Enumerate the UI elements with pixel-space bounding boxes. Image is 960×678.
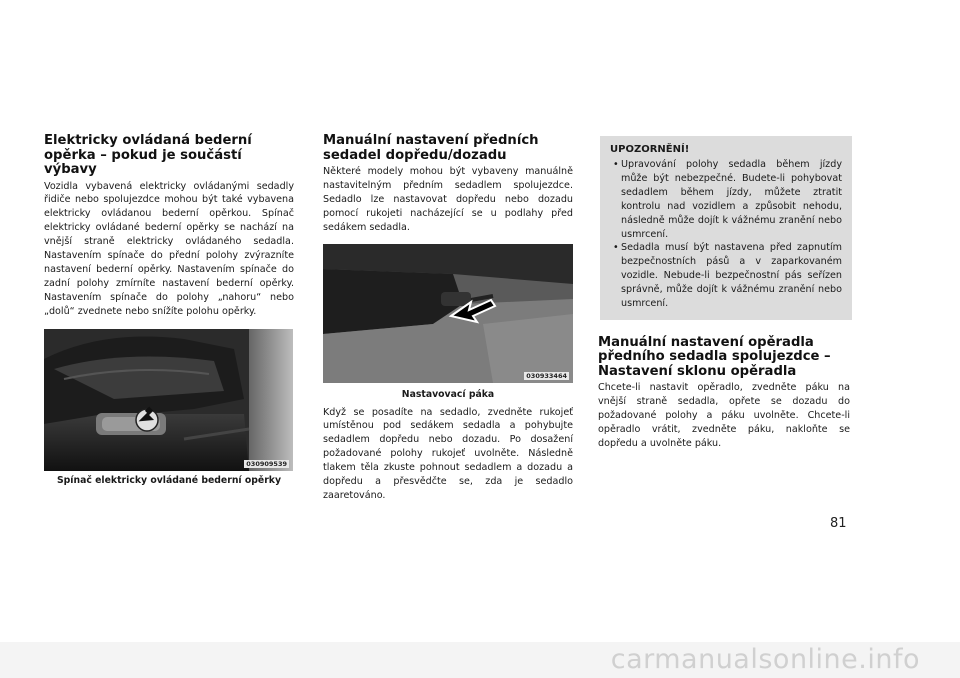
adjust-lever-photo (323, 244, 573, 383)
seat-adjust-body-2: Když se posadíte na sedadlo, zvedněte rukojeť umístěnou pod sedákem sedadla a pohybujte sedadlem dopředu nebo dozadu. Po dosažení požadované polohy rukojeť uvolněte. Následně tlakem těla zkuste pohnout sedadlem a dozadu a dopředu a přesvědčte se, zda je sedadlo zaaretováno. (323, 406, 573, 501)
seat-adjust-heading: Manuální nastavení předních sedadel dopředu/dozadu (323, 133, 539, 163)
adjust-lever-caption: Nastavovací páka (401, 388, 495, 400)
adjust-lever-figure (323, 244, 573, 383)
warning-list (610, 158, 842, 311)
warning-item: • Upravování polohy sedadla během jízdy může být nebezpečné. Budete-li pohybovat sedadlem během jízdy, můžete ztratit kontrolu nad vozidlem a způsobit nehodu, následně může dojít k vážnému zranění nebo usmrcení. (613, 159, 842, 240)
warning-title: UPOZORNĚNÍ! (610, 144, 690, 155)
seat-adjust-body: Některé modely mohou být vybaveny manuálně nastavitelným předním sedadlem spolujezdce. Sedadlo lze nastavovat dopředu nebo dozadu pomocí rukojeti nacházející se u podlahy před sedákem sedadla. (323, 166, 573, 233)
column-middle (323, 134, 573, 503)
column-right (598, 136, 850, 451)
recline-heading: Manuální nastavení opěradla předního sedadla spolujezdce – Nastavení sklonu opěradla (598, 334, 831, 379)
lumbar-caption: Spínač elektricky ovládané bederní opěrky (56, 474, 282, 486)
lumbar-body: Vozidla vybavená elektricky ovládanými sedadly řidiče nebo spolujezdce mohou být také vybavena elektricky ovládanou bederní opěrkou. Spínač elektricky ovládané bederní opěrky se nachází na vnější straně elektricky ovládaného sedadla. Nastavením spínače do přední polohy zvýrazníte nastavení bederní opěrky. Nastavením spínače do zadní polohy zmírníte nastavení bederní opěrky. Nastavením spínače do polohy „nahoru“ nebo „dolů“ zvednete nebo snížíte polohu opěrky. (44, 180, 294, 317)
warning-box (600, 136, 852, 320)
lumbar-switch-photo (44, 329, 293, 471)
lumbar-switch-figure (44, 329, 293, 471)
warning-item: • Sedadla musí být nastavena před zapnutím bezpečnostních pásů a v zaparkovaném vozidle. Nebude-li bezpečnostní pás seřízen správně, může dojít k vážnému zranění nebo usmrcení. (613, 242, 842, 310)
page-number: 81 (830, 516, 847, 531)
watermark-bar (0, 642, 960, 678)
figure-code: 030909539 (246, 459, 287, 468)
recline-body: Chcete-li nastavit opěradlo, zvedněte páku na vnější straně sedadla, opřete se dozadu do požadované polohy a páku uvolněte. Chcete-li opěradlo vrátit, zvedněte páku, nakloňte se dopředu a uvolněte páku. (598, 382, 850, 450)
lumbar-heading: Elektricky ovládaná bederní opěrka – pokud je součástí výbavy (44, 133, 252, 177)
figure-code: 030933464 (526, 371, 567, 380)
column-left (44, 134, 294, 486)
watermark-text: carmanualsonline.info (610, 644, 920, 675)
